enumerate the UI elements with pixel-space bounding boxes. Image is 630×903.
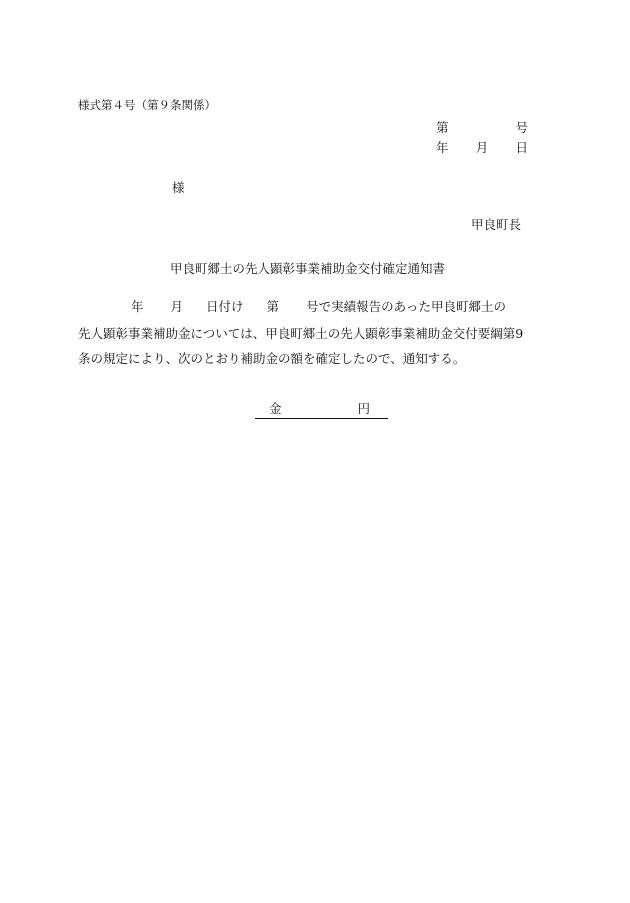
date-month: 月: [475, 140, 489, 155]
body-number-prefix: 第: [266, 299, 280, 314]
document-number-line: [436, 118, 528, 136]
document-date-line: [436, 138, 528, 156]
body-line-2: 先人顕彰事業補助金については、甲良町郷土の先人顕彰事業補助金交付要綱第9: [78, 326, 524, 341]
form-number-label: 様式第４号（第９条関係）: [78, 98, 216, 112]
document-title: 甲良町郷土の先人顕彰事業補助金交付確定通知書: [170, 261, 446, 276]
body-year: 年: [131, 299, 144, 314]
body-month: 月: [170, 299, 184, 314]
body-line-1-rest: 号で実績報告のあった甲良町郷土の: [306, 299, 506, 314]
number-suffix: 号: [515, 120, 528, 135]
issuer-name: 甲良町長: [471, 217, 522, 232]
amount-line: [255, 399, 388, 419]
body-line-3: 条の規定により、次のとおり補助金の額を確定したので、通知する。: [78, 351, 466, 366]
body-line-1: [78, 297, 553, 315]
date-day: 日: [515, 140, 528, 155]
number-prefix: 第: [436, 120, 449, 135]
date-year: 年: [436, 140, 449, 155]
amount-unit: 円: [357, 401, 370, 416]
addressee-suffix: 様: [172, 180, 185, 195]
amount-label: 金: [269, 401, 282, 416]
body-date: 日付け: [206, 299, 244, 314]
